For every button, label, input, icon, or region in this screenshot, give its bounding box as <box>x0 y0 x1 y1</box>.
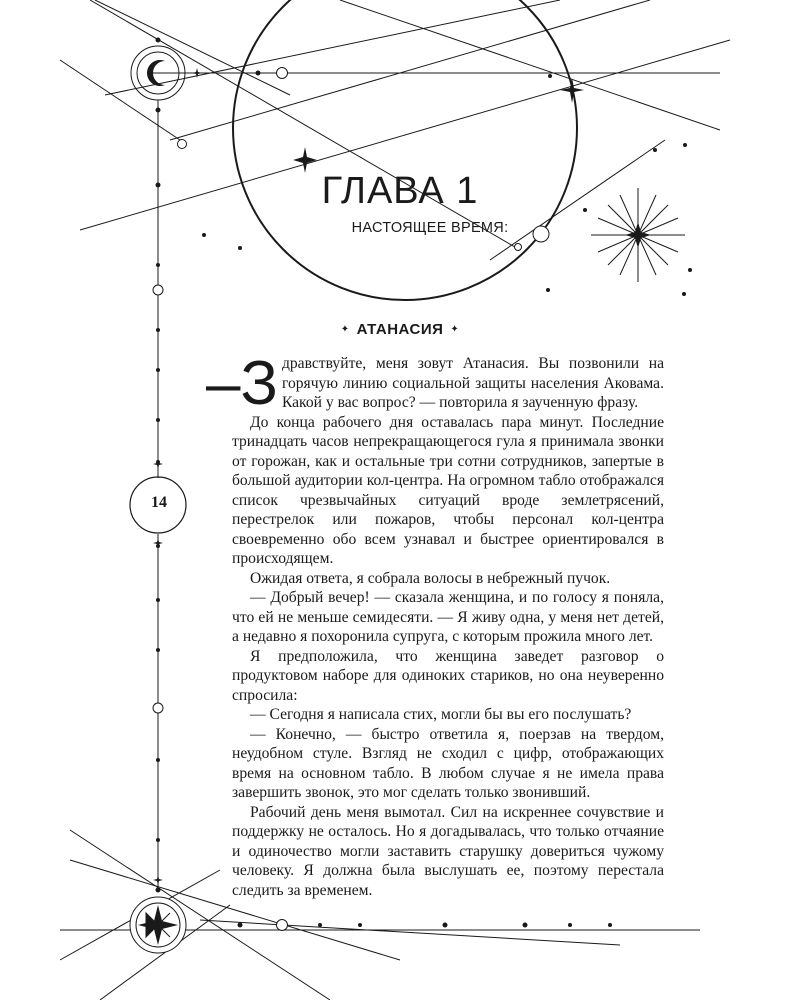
drop-cap: –З <box>206 349 278 418</box>
section-title: АТАНАСИЯ <box>356 321 444 338</box>
paragraph: — Сегодня я написала стих, могли бы вы его послушать? <box>250 706 632 723</box>
paragraph: Я предположила, что женщина заведет разговор о продуктовом наборе для одиноких стариков, но она неуверенно спросила: <box>232 647 664 704</box>
paragraph: Ожидая ответа, я собрала волосы в небрежный пучок. <box>250 569 611 587</box>
body-text <box>206 349 664 900</box>
paragraph: Рабочий день меня вымотал. Сил на искреннее сочувствие и поддержку не осталось. Но я догадывалась, что только отчаяние и одиночество могли заставить старушку довериться чужому человеку. Я должна была выслушать ее, поэтому перестала следить за временем. <box>232 803 664 899</box>
paragraph: До конца рабочего дня оставалась пара минут. Последние тринадцать часов непрекращающегося гула я принимала звонки от горожан, как и остальные три сотни сотрудников, запертые в большой аудитории кол-центра. На огромном табло отображался список чрезвычайных ситуаций вроде землетрясений, перестрелок или пожаров, чтобы персонал кол-центра своевременно обо всем узнавал и быстрее ориентировался в происходящем. <box>232 413 664 567</box>
page-number: 14 <box>151 494 167 511</box>
large-orbit-circle <box>233 0 577 300</box>
chapter-subtitle: НАСТОЯЩЕЕ ВРЕМЯ: <box>351 220 509 236</box>
paragraph: — Добрый вечер! — сказала женщина, и по голосу я поняла, что ей не меньше семидесяти. — Я живу одна, у меня нет детей, а недавно я похоронила супруга, с которым прожила много лет. <box>232 589 664 645</box>
chapter-title: ГЛАВА 1 <box>321 170 479 212</box>
star-icon: ✦ <box>450 324 460 335</box>
paragraph: — Конечно, — быстро ответила я, поерзав на твердом, неудобном стуле. Взгляд не сходил с цифр, отображающих время на основном табло. В любом случае я не имела права завершить звонок, это мог сделать только звонивший. <box>232 725 664 801</box>
section-heading <box>300 321 500 338</box>
paragraph-text: дравствуйте, меня зовут Атанасия. Вы позвонили на горячую линию социальной защиты населения Аковама. Какой у вас вопрос? — повторила я заученную фразу. <box>281 355 664 411</box>
paragraph <box>206 349 664 418</box>
star-icon: ✦ <box>340 324 350 335</box>
